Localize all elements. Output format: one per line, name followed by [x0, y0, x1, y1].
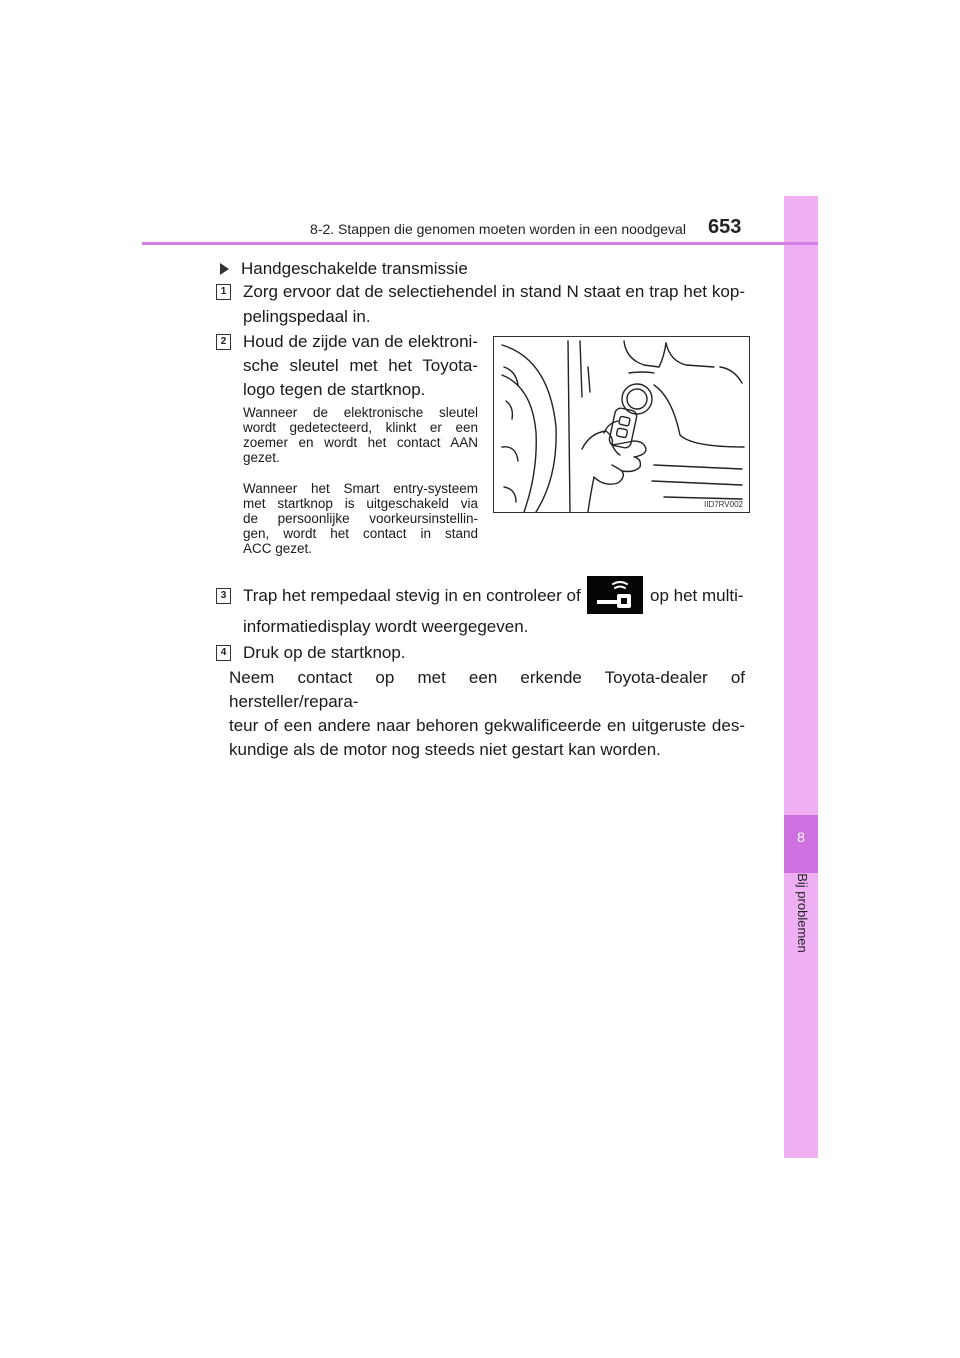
- step-number-1: 1: [216, 284, 231, 300]
- step-2-note-1: [243, 405, 478, 465]
- closing-line: kundige als de motor nog steeds niet gestart kan worden.: [229, 740, 661, 759]
- step-2-line-1: Houd de zijde van de elektroni-: [243, 332, 478, 351]
- chapter-title: Bij problemen: [795, 873, 810, 953]
- closing-paragraph: [229, 666, 745, 762]
- step-3-line-1-before-icon: Trap het rempedaal stevig in en controleer of: [243, 586, 581, 605]
- step-number-2: 2: [216, 334, 231, 350]
- closing-line: Neem contact op met een erkende Toyota-dealer of hersteller/repara-: [229, 668, 745, 711]
- chapter-side-tab: [784, 196, 818, 1158]
- illustration-hand-holding-key-to-start-button: [493, 336, 750, 513]
- subheading: Handgeschakelde transmissie: [241, 259, 468, 278]
- step-2-line-2: sche sleutel met het Toyota-: [243, 356, 478, 375]
- chapter-number: 8: [797, 829, 805, 845]
- step-2-line-3: logo tegen de startknop.: [243, 380, 426, 399]
- triangle-bullet-icon: [220, 263, 229, 275]
- note-2-line: ACC gezet.: [243, 541, 313, 556]
- note-2-line: de persoonlijke voorkeursinstellin-: [243, 511, 478, 526]
- note-2-line: met startknop is uitgeschakeld via: [243, 496, 478, 511]
- step-3-line-2: informatiedisplay wordt weergegeven.: [243, 617, 529, 636]
- note-1-line: wordt gedetecteerd, klinkt er een: [243, 420, 478, 435]
- step-2-note-2: [243, 481, 478, 556]
- note-2-line: Wanneer het Smart entry-systeem: [243, 481, 478, 496]
- key-to-start-button-drawing: [494, 337, 749, 512]
- key-detection-indicator-icon: [587, 576, 643, 614]
- step-1-line-2: pelingspedaal in.: [243, 307, 371, 326]
- note-2-line: gen, wordt het contact in stand: [243, 526, 478, 541]
- closing-line: teur of een andere naar behoren gekwalificeerde en uitgeruste des-: [229, 716, 745, 735]
- section-title: 8-2. Stappen die genomen moeten worden in een noodgeval: [310, 221, 686, 237]
- note-1-line: Wanneer de elektronische sleutel: [243, 405, 478, 420]
- figure-code: IID7RV002: [704, 500, 743, 509]
- step-1-line-1: Zorg ervoor dat de selectiehendel in stand N staat en trap het kop-: [243, 282, 745, 301]
- step-number-4: 4: [216, 645, 231, 661]
- header-rule: [142, 242, 818, 245]
- note-1-line: gezet.: [243, 450, 280, 465]
- note-1-line: zoemer en wordt het contact AAN: [243, 435, 478, 450]
- step-number-3: 3: [216, 588, 231, 604]
- step-4-text: Druk op de startknop.: [243, 643, 406, 662]
- step-3-line-1-after-icon: op het multi-: [650, 586, 744, 605]
- page-number: 653: [708, 216, 742, 238]
- key-fob-signal-icon: [587, 576, 643, 614]
